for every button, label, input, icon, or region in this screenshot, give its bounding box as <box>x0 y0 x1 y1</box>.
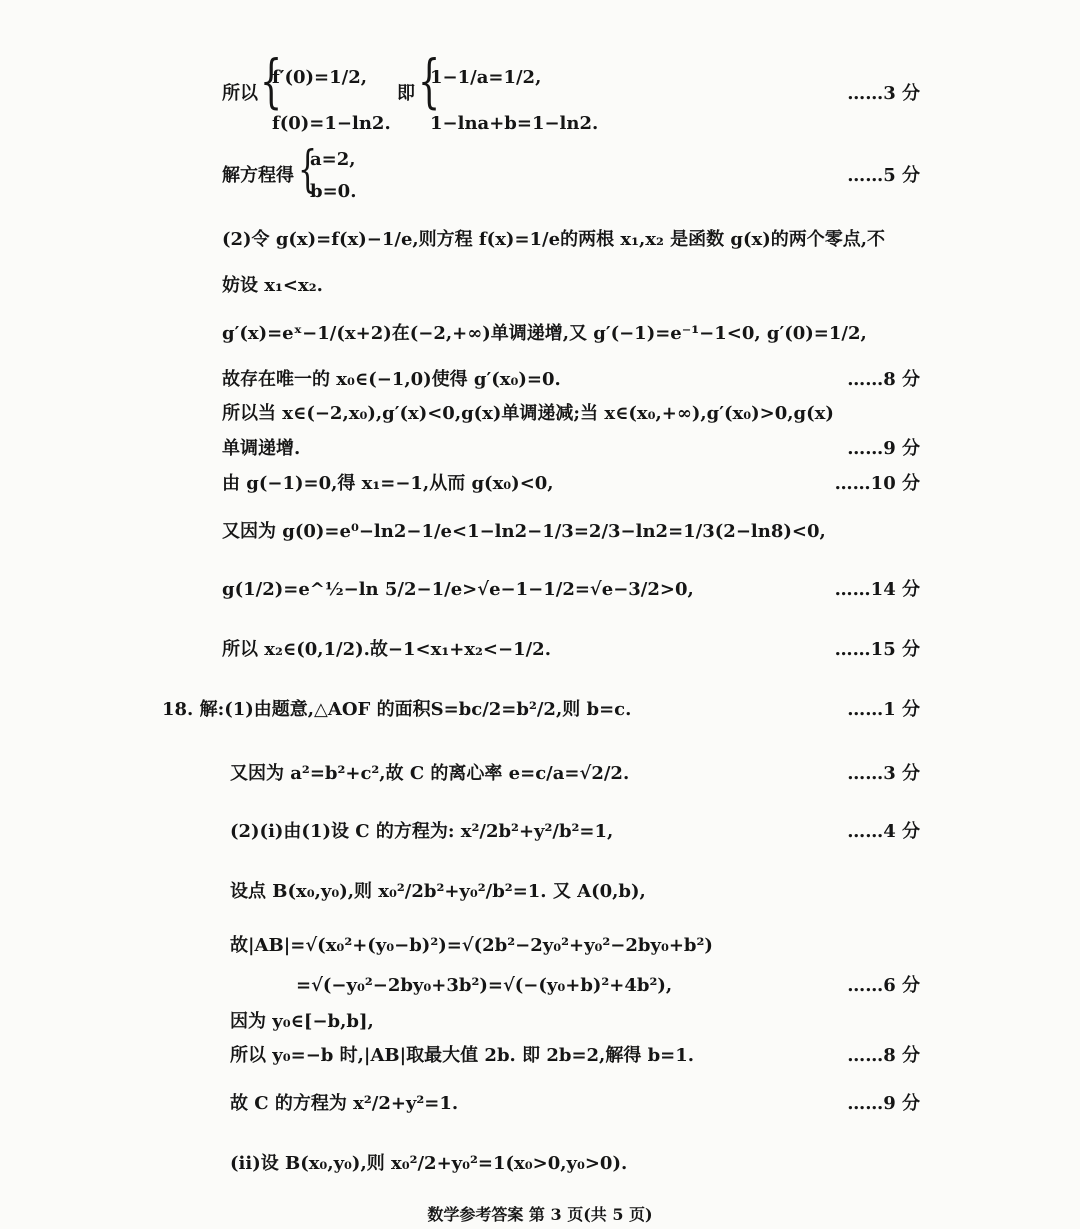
text-line: g(1/2)=e^½−ln 5/2−1/e>√e−1−1/2=√e−3/2>0, <box>222 579 694 600</box>
text-line: 所以 y₀=−b 时,|AB|取最大值 2b. 即 2b=2,解得 b=1. <box>230 1045 695 1066</box>
score-mark: ……14 分 <box>834 579 920 600</box>
text-line: 所以 x₂∈(0,1/2).故−1<x₁+x₂<−1/2. <box>222 639 551 660</box>
left-brace: { <box>298 140 318 198</box>
page-footer: 数学参考答案 第 3 页(共 5 页) <box>427 1205 653 1224</box>
text-line: 由 g(−1)=0,得 x₁=−1,从而 g(x₀)<0, <box>222 473 554 494</box>
namely-label: 即 <box>397 83 415 104</box>
text-line: (2)(i)由(1)设 C 的方程为: x²/2b²+y²/b²=1, <box>230 821 614 842</box>
score-mark: ……6 分 <box>847 975 920 996</box>
system-eq-4: 1−lna+b=1−ln2. <box>430 113 599 134</box>
text-line: 故 C 的方程为 x²/2+y²=1. <box>230 1093 459 1114</box>
solve-label: 解方程得 <box>222 165 294 186</box>
score-mark: ……8 分 <box>847 369 920 390</box>
score-mark: ……3 分 <box>847 763 920 784</box>
system-eq-2: f(0)=1−ln2. <box>272 113 391 134</box>
score-mark: ……8 分 <box>847 1045 920 1066</box>
score-mark: ……15 分 <box>834 639 920 660</box>
text-line: 单调递增. <box>222 438 301 459</box>
text-line: 妨设 x₁<x₂. <box>222 275 323 296</box>
system-eq-3: 1−1/a=1/2, <box>430 67 542 88</box>
text-line: 又因为 a²=b²+c²,故 C 的离心率 e=c/a=√2/2. <box>230 763 630 784</box>
score-mark: ……9 分 <box>847 1093 920 1114</box>
solution-b: b=0. <box>310 181 357 202</box>
solution-a: a=2, <box>310 149 356 170</box>
score-mark: ……9 分 <box>847 438 920 459</box>
score-mark: ……3 分 <box>847 83 920 104</box>
text-line: (ii)设 B(x₀,y₀),则 x₀²/2+y₀²=1(x₀>0,y₀>0). <box>230 1153 628 1174</box>
left-brace: { <box>418 47 441 115</box>
text-line: =√(−y₀²−2by₀+3b²)=√(−(y₀+b)²+4b²), <box>296 975 673 996</box>
text-line: 因为 y₀∈[−b,b], <box>230 1011 374 1032</box>
score-mark: ……5 分 <box>847 165 920 186</box>
score-mark: ……4 分 <box>847 821 920 842</box>
text-line: g′(x)=eˣ−1/(x+2)在(−2,+∞)单调递增,又 g′(−1)=e⁻¹−1<0, g′(0)=1/2, <box>222 323 867 344</box>
text-line: 所以当 x∈(−2,x₀),g′(x)<0,g(x)单调递减;当 x∈(x₀,+∞),g′(x₀)>0,g(x) <box>222 403 834 424</box>
left-brace: { <box>260 47 283 115</box>
system-eq-1: f′(0)=1/2, <box>272 67 368 88</box>
score-mark: ……1 分 <box>847 699 920 720</box>
text-line: 又因为 g(0)=e⁰−ln2−1/e<1−ln2−1/3=2/3−ln2=1/3(2−ln8)<0, <box>222 521 826 542</box>
text-line: 故|AB|=√(x₀²+(y₀−b)²)=√(2b²−2y₀²+y₀²−2by₀+b²) <box>230 935 713 956</box>
so-label: 所以 <box>222 83 258 104</box>
text-line: (2)令 g(x)=f(x)−1/e,则方程 f(x)=1/e的两根 x₁,x₂ 是函数 g(x)的两个零点,不 <box>222 229 885 250</box>
score-mark: ……10 分 <box>834 473 920 494</box>
text-line: 设点 B(x₀,y₀),则 x₀²/2b²+y₀²/b²=1. 又 A(0,b), <box>230 881 646 902</box>
text-line: 故存在唯一的 x₀∈(−1,0)使得 g′(x₀)=0. <box>222 369 561 390</box>
problem-18-line: 18. 解:(1)由题意,△AOF 的面积S=bc/2=b²/2,则 b=c. <box>162 699 632 720</box>
